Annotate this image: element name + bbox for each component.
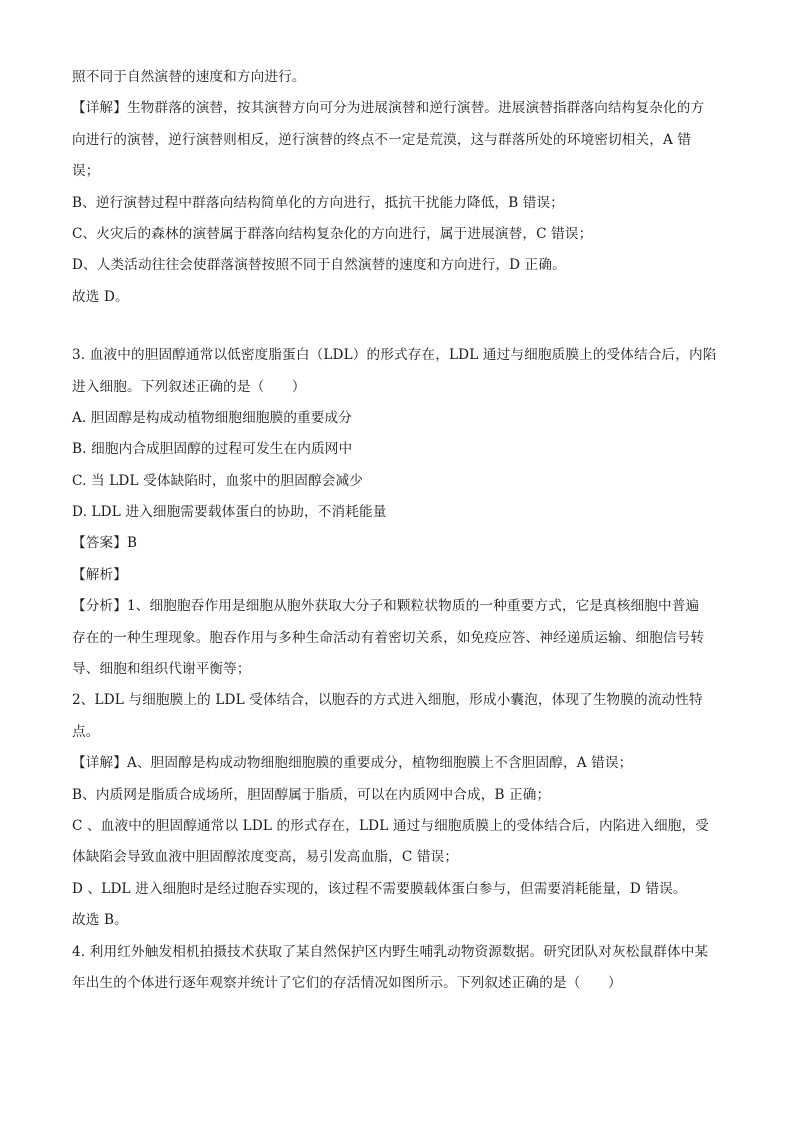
question-3-option-b: B. 细胞内合成胆固醇的过程可发生在内质网中 — [72, 441, 353, 458]
text-line-7: D、人类活动往往会使群落演替按照不同于自然演替的速度和方向进行，D 正确。 — [72, 257, 566, 274]
question-3-option-a: A. 胆固醇是构成动植物细胞细胞膜的重要成分 — [72, 409, 353, 426]
question-3-detail-line-1: 【详解】A、胆固醇是构成动物细胞细胞膜的重要成分，植物细胞膜上不含胆固醇，A 错误； — [72, 755, 633, 772]
question-3-stem-line-2: 进入细胞。下列叙述正确的是（ ） — [72, 378, 306, 395]
question-3-option-c: C. 当 LDL 受体缺陷时，血浆中的胆固醇会减少 — [72, 472, 363, 489]
question-3-conclusion: 故选 B。 — [72, 912, 128, 929]
text-line-1: 照不同于自然演替的速度和方向进行。 — [72, 69, 306, 85]
question-3-analysis-line-2: 存在的一种生理现象。胞吞作用与多种生命活动有着密切关系，如免疫应答、神经递质运输、细胞信号转 — [72, 629, 705, 646]
question-3-detail-line-3: C 、血液中的胆固醇通常以 LDL 的形式存在，LDL 通过与细胞质膜上的受体结合后，内陷进入细胞，受 — [72, 817, 709, 834]
section-gap — [72, 313, 724, 340]
text-line-8: 故选 D。 — [72, 288, 129, 305]
question-3-analysis-line-3: 导、细胞和组织代谢平衡等； — [72, 661, 251, 678]
question-3-option-d: D. LDL 进入细胞需要载体蛋白的协助，不消耗能量 — [72, 504, 387, 521]
question-3-detail-line-2: B、内质网是脂质合成场所，胆固醇属于脂质，可以在内质网中合成，B 正确； — [72, 786, 551, 803]
text-line-6: C、火灾后的森林的演替属于群落向结构复杂化的方向进行，属于进展演替，C 错误； — [72, 225, 593, 242]
question-3-analysis-line-5: 点。 — [72, 723, 100, 740]
text-line-5: B、逆行演替过程中群落向结构简单化的方向进行，抵抗干扰能力降低，B 错误； — [72, 194, 565, 211]
question-4-stem-line-1: 4. 利用红外触发相机拍摄技术获取了某自然保护区内野生哺乳动物资源数据。研究团队对灰松鼠群体中某 — [72, 943, 709, 960]
question-3-stem-line-1: 3. 血液中的胆固醇通常以低密度脂蛋白（LDL）的形式存在，LDL 通过与细胞质膜上的受体结合后，内陷 — [72, 347, 717, 364]
question-3-analysis-heading: 【解析】 — [72, 566, 127, 583]
question-4-stem-line-2: 年出生的个体进行逐年观察并统计了它们的存活情况如图所示。下列叙述正确的是（ ） — [72, 974, 622, 991]
text-line-2: 【详解】生物群落的演替，按其演替方向可分为进展演替和逆行演替。进展演替指群落向结构复杂化的方 — [72, 100, 705, 117]
text-line-3: 向进行的演替，逆行演替则相反，逆行演替的终点不一定是荒漠，这与群落所处的环境密切相关，A 错 — [72, 131, 692, 148]
question-3-detail-line-5: D 、LDL 进入细胞时是经过胞吞实现的，该过程不需要膜载体蛋白参与，但需要消耗能量，D 错误。 — [72, 880, 687, 897]
question-3-answer: 【答案】B — [72, 535, 138, 552]
text-line-4: 误； — [72, 163, 100, 180]
question-3-analysis-line-1: 【分析】1、细胞胞吞作用是细胞从胞外获取大分子和颗粒状物质的一种重要方式，它是真核细胞中普遍 — [72, 598, 700, 615]
question-3-detail-line-4: 体缺陷会导致血液中胆固醇浓度变高，易引发高血脂，C 错误； — [72, 849, 459, 866]
question-3-analysis-line-4: 2、LDL 与细胞膜上的 LDL 受体结合，以胞吞的方式进入细胞，形成小囊泡，体现了生物膜的流动性特 — [72, 692, 703, 709]
document-page — [72, 62, 724, 999]
